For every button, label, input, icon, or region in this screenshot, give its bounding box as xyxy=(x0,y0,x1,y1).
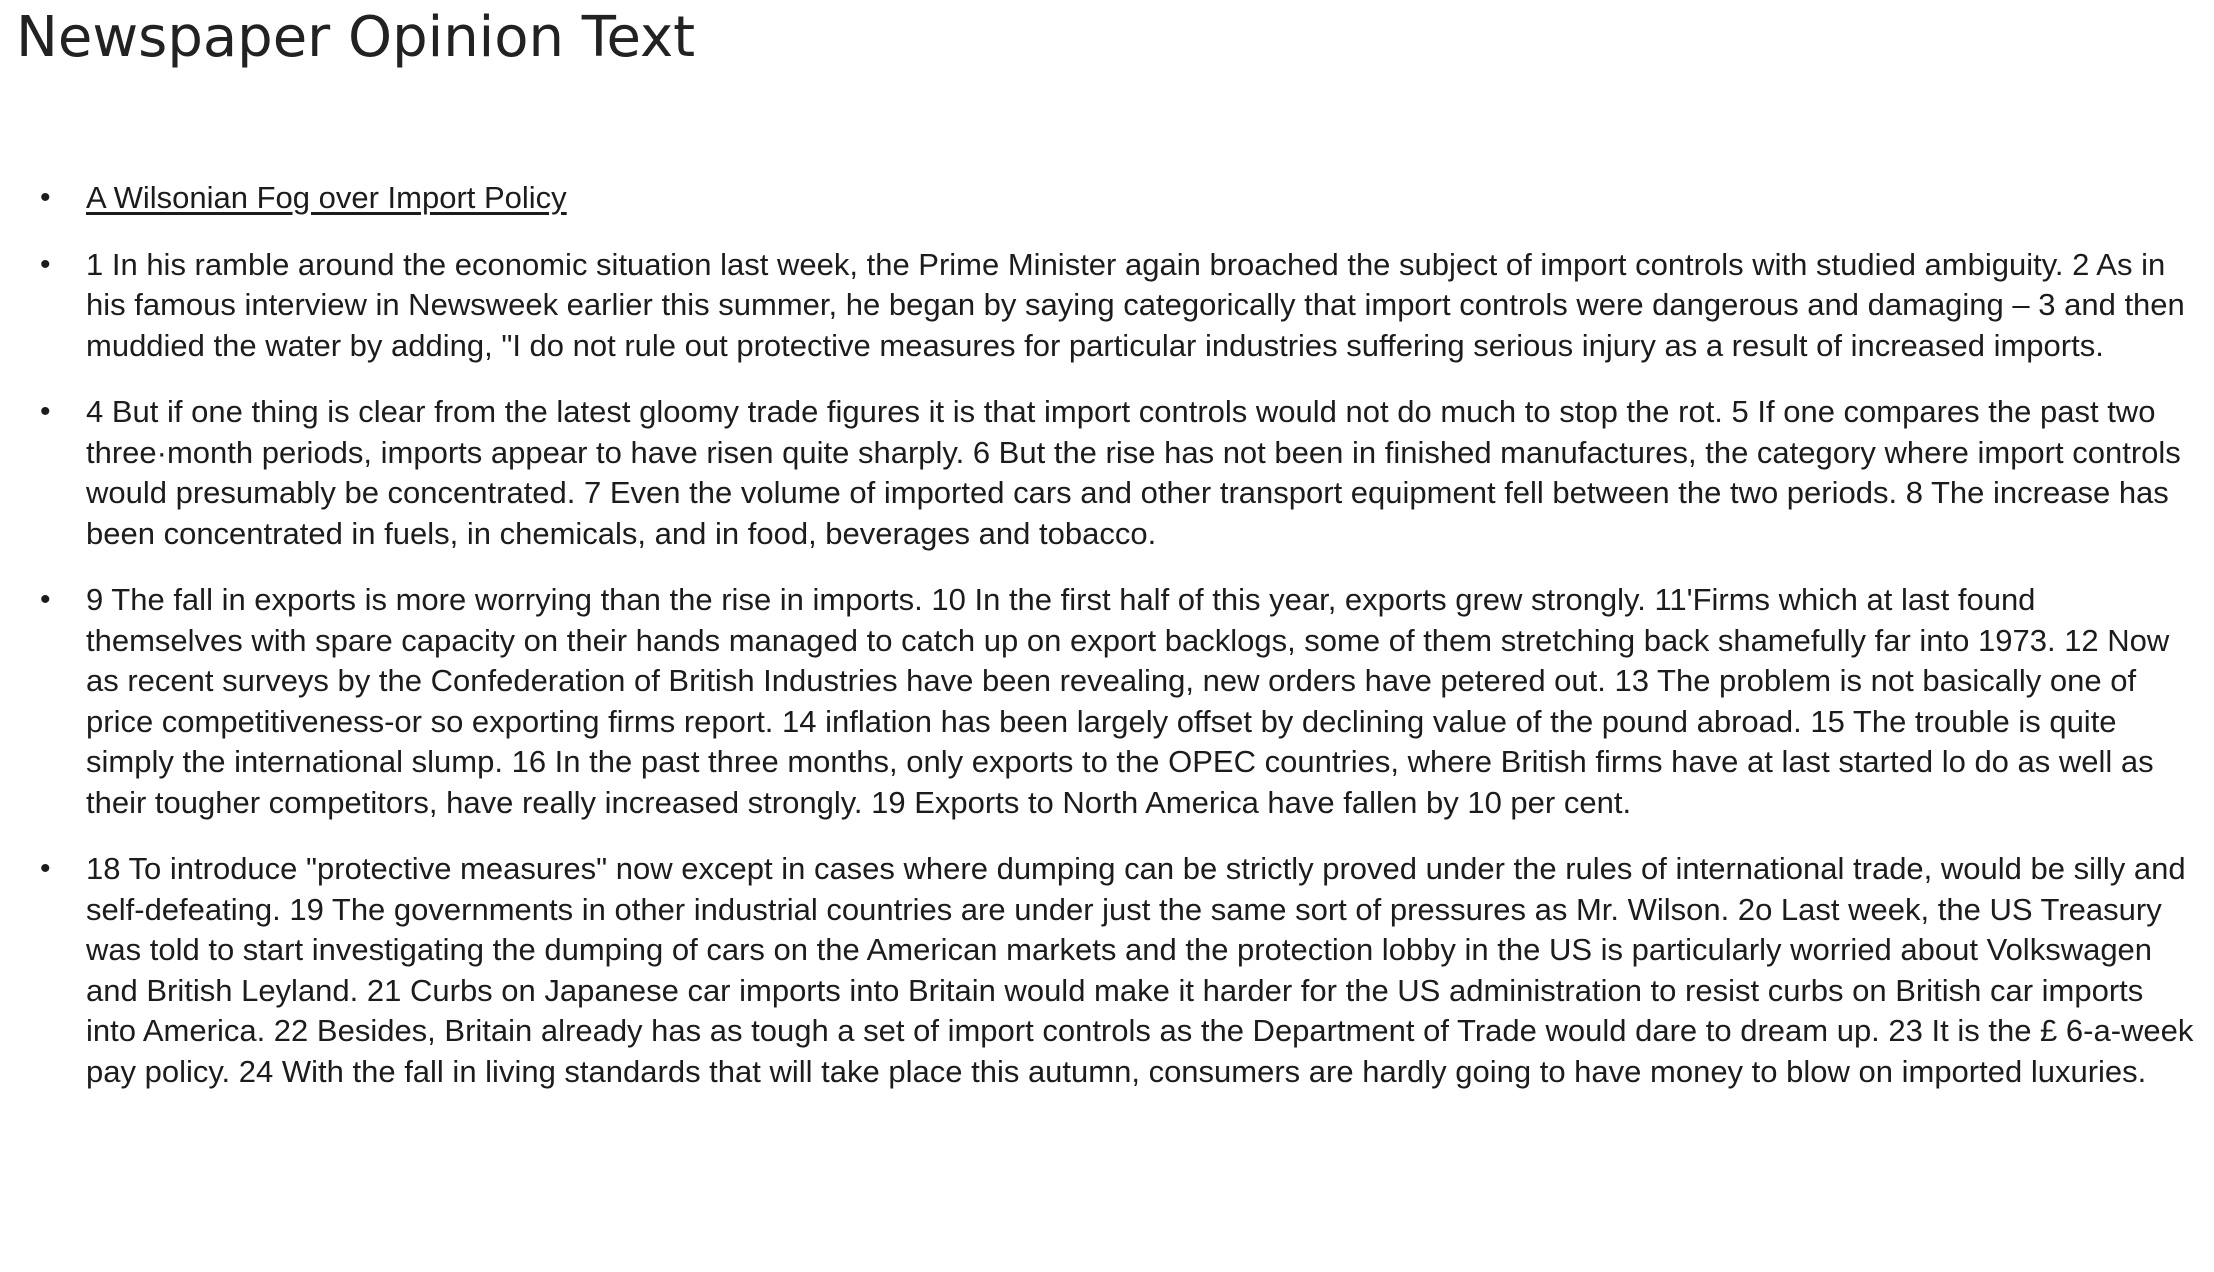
paragraph-text: 1 In his ramble around the economic situation last week, the Prime Minister again broached the subject of import controls with studied ambiguity. 2 As in his famous interview in Newsweek earlier this summer, he began by saying categorically that import controls were dangerous and damaging – 3 and then muddied the water by adding, "I do not rule out protective measures for particular industries suffering serious injury as a result of increased imports. xyxy=(86,246,2185,363)
paragraph-text: 9 The fall in exports is more worrying than the rise in imports. 10 In the first half of this year, exports grew strongly. 11'Firms which at last found themselves with spare capacity on their hands managed to catch up on export backlogs, some of them stretching back shamefully far into 1973. 12 Now as recent surveys by the Confederation of British Industries have been revealing, new orders have petered out. 13 The problem is not basically one of price competitiveness-or so exporting firms report. 14 inflation has been largely offset by declining value of the pound abroad. 15 The trouble is quite simply the international slump. 16 In the past three months, only exports to the OPEC countries, where British firms have at last started lo do as well as their tougher competitors, have really increased strongly. 19 Exports to North America have fallen by 10 per cent. xyxy=(86,582,2170,820)
bullet-paragraph-1 xyxy=(0,245,2214,367)
bullet-list xyxy=(0,178,2214,1118)
bullet-paragraph-4 xyxy=(0,849,2214,1092)
paragraph-text: 18 To introduce "protective measures" now except in cases where dumping can be strictly proved under the rules of international trade, would be silly and self-defeating. 19 The governments in other industrial countries are under just the same sort of pressures as Mr. Wilson. 2o Last week, the US Treasury was told to start investigating the dumping of cars on the American markets and the protection lobby in the US is particularly worried about Volkswagen and British Leyland. 21 Curbs on Japanese car imports into Britain would make it harder for the US administration to resist curbs on British car imports into America. 22 Besides, Britain already has as tough a set of import controls as the Department of Trade would dare to dream up. 23 It is the £ 6-a-week pay policy. 24 With the fall in living standards that will take place this autumn, consumers are hardly going to have money to blow on imported luxuries. xyxy=(86,851,2194,1089)
bullet-dot-icon: • xyxy=(40,395,51,428)
bullet-dot-icon: • xyxy=(40,583,51,616)
paragraph-text: 4 But if one thing is clear from the latest gloomy trade figures it is that import controls would not do much to stop the rot. 5 If one compares the past two three·month periods, imports appear to have risen quite sharply. 6 But the rise has not been in finished manufactures, the category where import controls would presumably be concentrated. 7 Even the volume of imported cars and other transport equipment fell between the two periods. 8 The increase has been concentrated in fuels, in chemicals, and in food, beverages and tobacco. xyxy=(86,394,2181,551)
slide-title: Newspaper Opinion Text xyxy=(16,5,696,70)
bullet-dot-icon: • xyxy=(40,247,51,281)
bullet-dot-icon: • xyxy=(40,852,51,885)
bullet-paragraph-3 xyxy=(0,580,2214,823)
bullet-dot-icon: • xyxy=(40,181,51,214)
bullet-heading xyxy=(0,178,2214,219)
article-headline: A Wilsonian Fog over Import Policy xyxy=(86,180,567,215)
bullet-paragraph-2 xyxy=(0,392,2214,554)
